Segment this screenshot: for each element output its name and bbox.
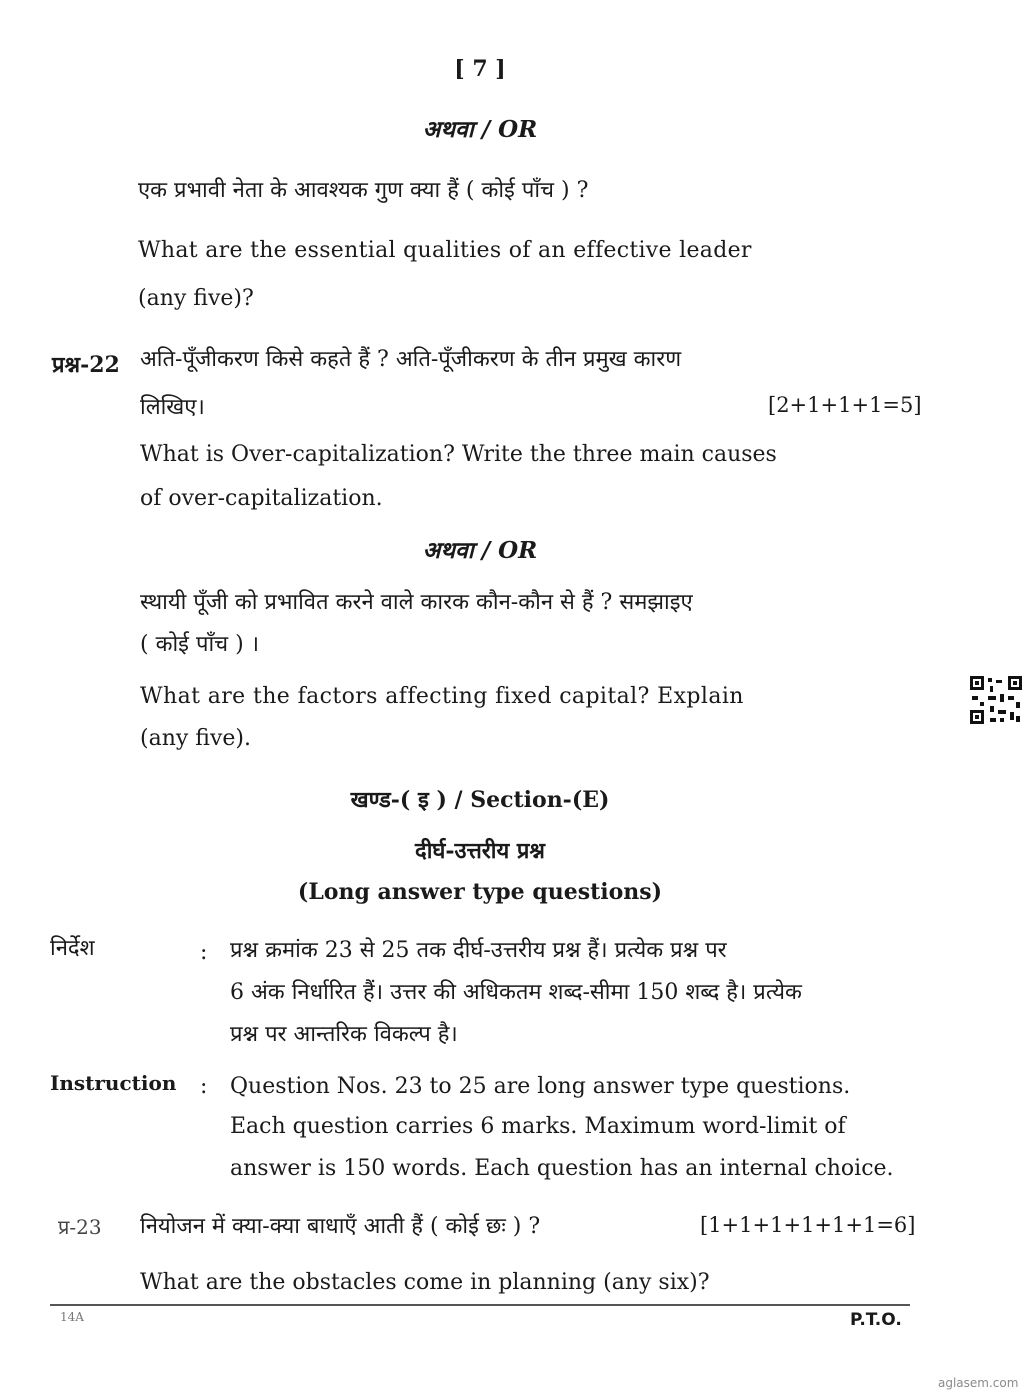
q23-marks: [1+1+1+1+1+1=6] [700,1213,916,1237]
page-number: [ 7 ] [454,56,506,82]
q22-hindi-line1: अति-पूँजीकरण किसे कहते हैं ? अति-पूँजीकरण के तीन प्रमुख कारण [140,347,682,372]
instruction-line1: Question Nos. 23 to 25 are long answer type questions. [230,1074,851,1099]
q21-or-english-line2: (any five)? [138,286,254,311]
directions-hindi-line1: प्रश्न क्रमांक 23 से 25 तक दीर्घ-उत्तरीय प्रश्न हैं। प्रत्येक प्रश्न पर [230,938,727,963]
directions-hindi-line3: प्रश्न पर आन्तरिक विकल्प है। [230,1022,458,1047]
q22-or-english-line2: (any five). [140,726,251,751]
q22-english-line1: What is Over-capitalization? Write the three main causes [140,442,777,467]
pto-label: P.T.O. [850,1310,902,1330]
instruction-line2: Each question carries 6 marks. Maximum word-limit of [230,1114,846,1139]
directions-colon: : [200,940,208,965]
section-heading: खण्ड-( इ ) / Section-(E) [350,787,610,813]
q22-hindi-line2: लिखिए। [140,395,205,420]
question-23-label: प्र-23 [58,1215,102,1239]
q23-english: What are the obstacles come in planning (any six)? [140,1270,710,1295]
footer-code: 14A [60,1310,84,1324]
q22-or-english-line1: What are the factors affecting fixed capital? Explain [140,684,744,709]
section-subheading-english: (Long answer type questions) [297,879,663,905]
watermark: aglasem.com [938,1376,1019,1390]
q22-or-hindi-line1: स्थायी पूँजी को प्रभावित करने वाले कारक कौन-कौन से हैं ? समझाइए [140,590,693,615]
footer-rule [50,1304,910,1306]
instruction-colon: : [200,1074,208,1099]
q22-marks: [2+1+1+1=5] [768,393,922,417]
q22-english-line2: of over-capitalization. [140,486,383,511]
directions-hindi-line2: 6 अंक निर्धारित हैं। उत्तर की अधिकतम शब्द-सीमा 150 शब्द है। प्रत्येक [230,980,802,1005]
q22-or-hindi-line2: ( कोई पाँच ) । [140,632,260,657]
question-22-label: प्रश्न-22 [52,352,120,378]
or-separator: अथवा / OR [422,537,538,564]
instruction-line3: answer is 150 words. Each question has an internal choice. [230,1156,894,1181]
q21-or-hindi: एक प्रभावी नेता के आवश्यक गुण क्या हैं ( कोई पाँच ) ? [138,178,589,203]
q21-or-english-line1: What are the essential qualities of an effective leader [138,238,752,263]
section-subheading-hindi: दीर्घ-उत्तरीय प्रश्न [415,838,545,864]
qr-code [970,676,1022,724]
directions-hindi-label: निर्देश [50,936,95,961]
or-separator: अथवा / OR [422,116,538,143]
q23-hindi: नियोजन में क्या-क्या बाधाएँ आती हैं ( कोई छः ) ? [140,1214,541,1239]
instruction-label: Instruction [50,1071,177,1095]
